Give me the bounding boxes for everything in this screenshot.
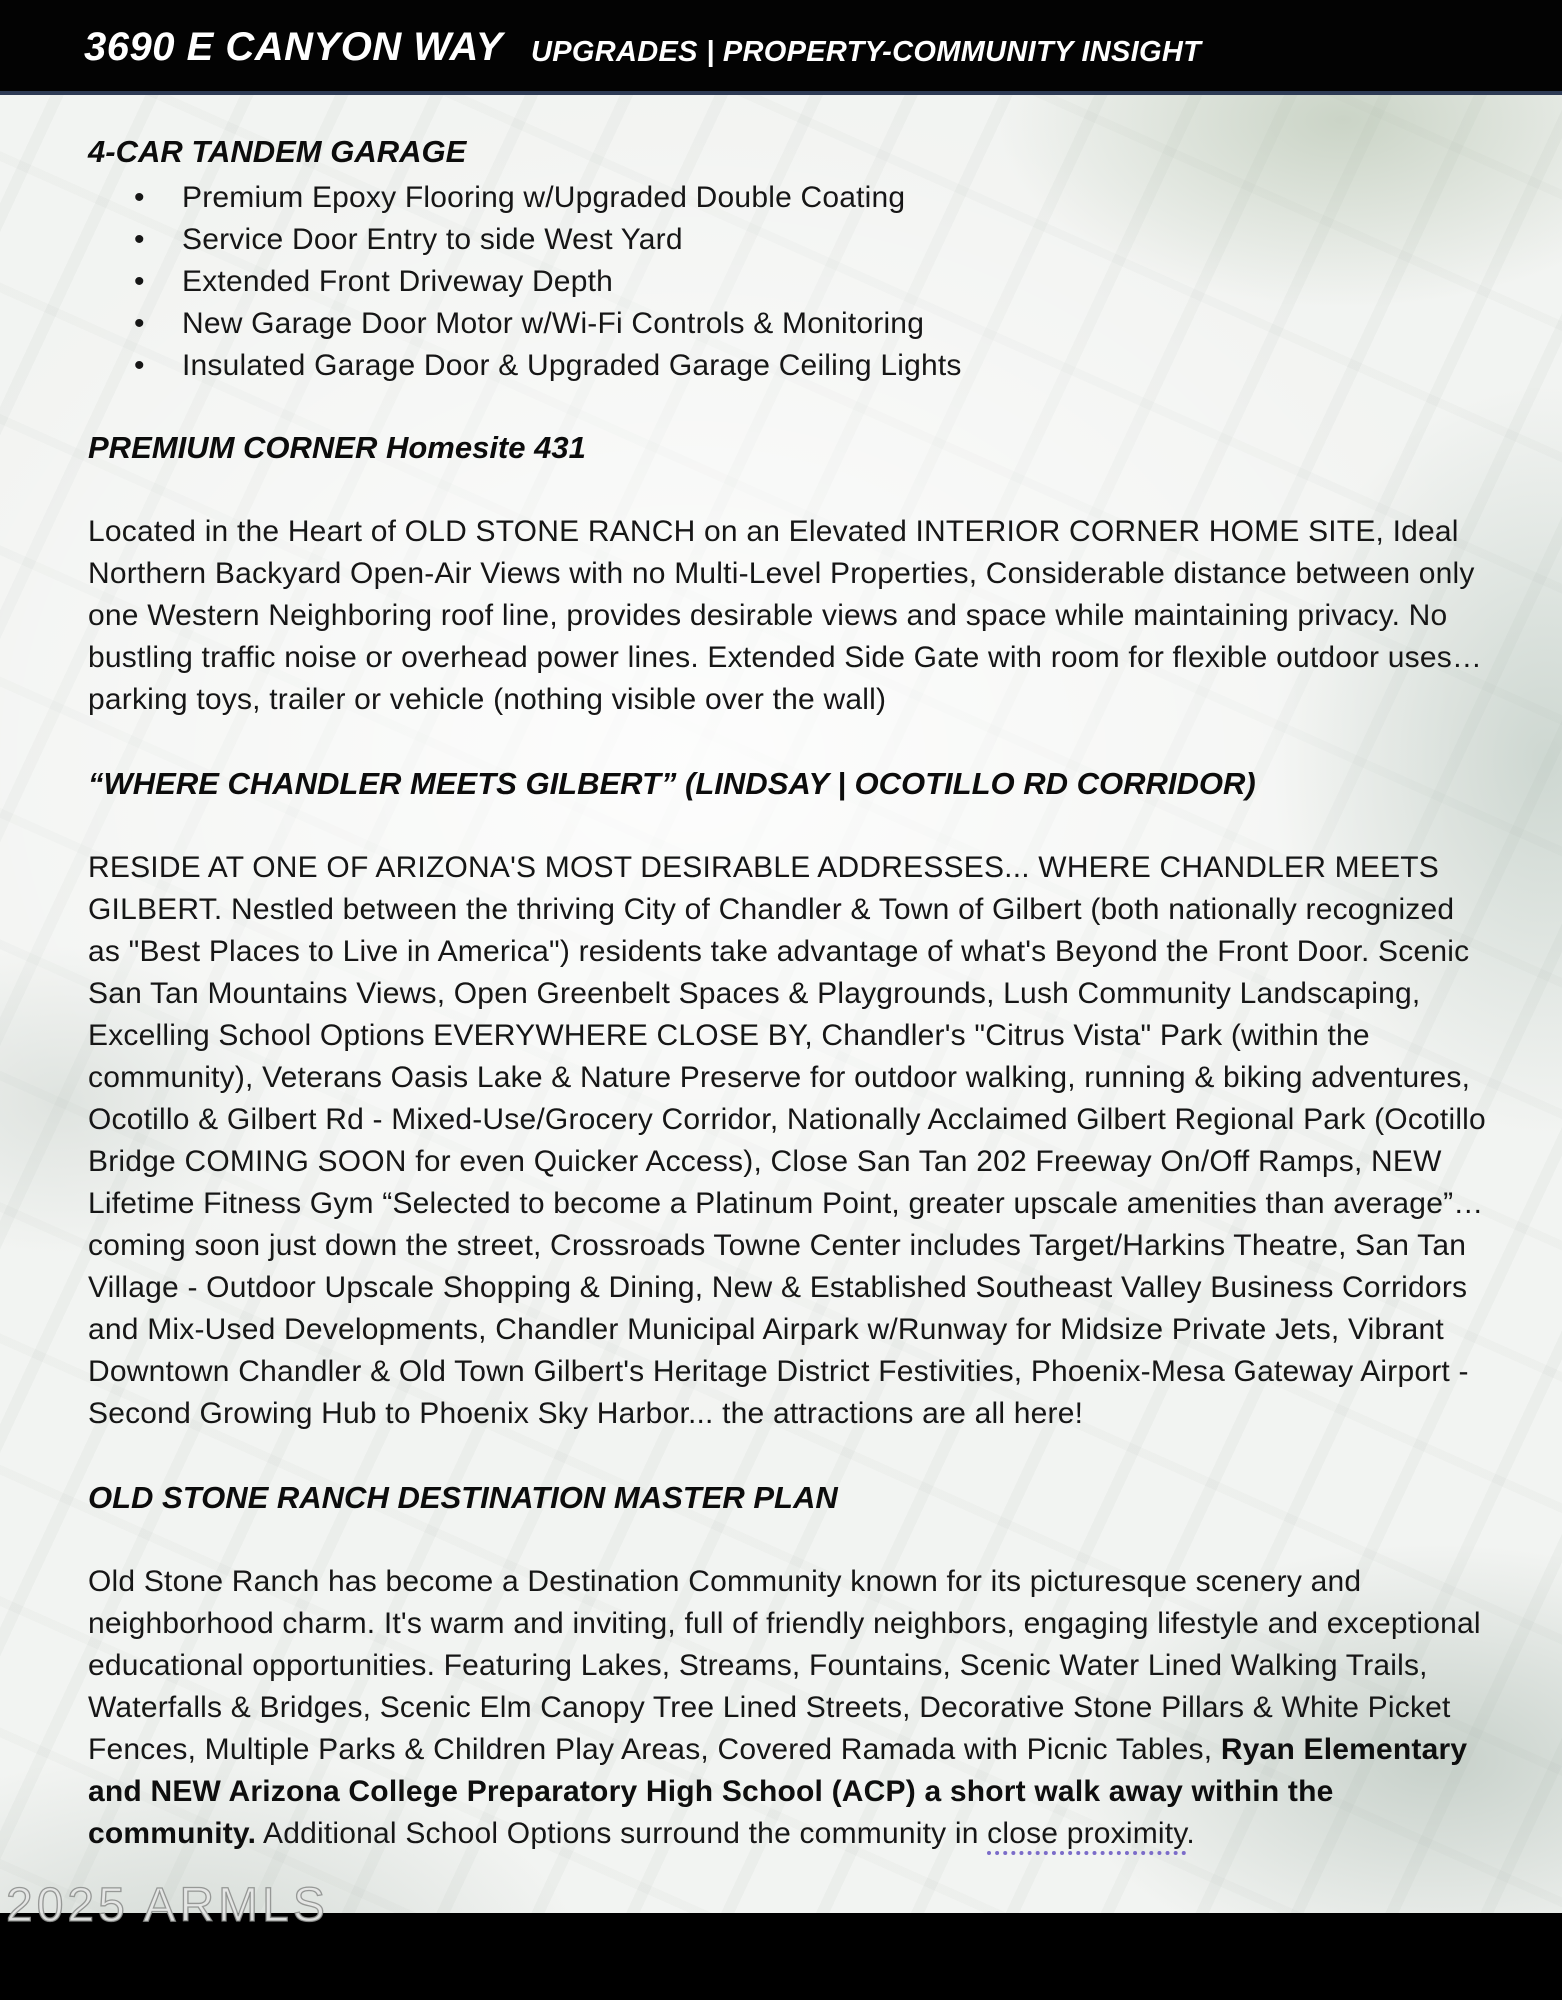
close-proximity-annotated-text: close proximity bbox=[987, 1817, 1186, 1855]
garage-bullet-door-motor: • New Garage Door Motor w/Wi-Fi Controls & Monitoring bbox=[88, 303, 1488, 345]
header-subtitle: UPGRADES | PROPERTY-COMMUNITY INSIGHT bbox=[531, 35, 1202, 68]
garage-bullet-driveway-depth: • Extended Front Driveway Depth bbox=[88, 261, 1488, 303]
additional-schools-text: Additional School Options surround the community in bbox=[256, 1817, 988, 1850]
header-bar bbox=[0, 0, 1562, 95]
garage-bullet-insulated-door: • Insulated Garage Door & Upgraded Garage Ceiling Lights bbox=[88, 345, 1488, 387]
armls-watermark: 2025 ARMLS bbox=[6, 1879, 329, 1932]
flyer-body bbox=[88, 99, 1488, 1855]
property-address: 3690 E CANYON WAY bbox=[84, 25, 503, 69]
sentence-period: . bbox=[1186, 1817, 1195, 1850]
location-section-heading: “WHERE CHANDLER MEETS GILBERT” (LINDSAY | OCOTILLO RD CORRIDOR) bbox=[88, 766, 1256, 801]
master-plan-paragraph bbox=[88, 1561, 1488, 1855]
schools-bold-text: Ryan Elementary and NEW Arizona College Preparatory High School (ACP) a short walk away within the community. bbox=[88, 1733, 1468, 1850]
master-plan-text: Old Stone Ranch has become a Destination Community known for its picturesque scenery and neighborhood charm. It's warm and inviting, full of friendly neighbors, engaging lifestyle and exceptional educational opportunities. Featuring Lakes, Streams, Fountains, Scenic Water Lined Walking Trails, Waterfalls & Bridges, Scenic Elm Canopy Tree Lined Streets, Decorative Stone Pillars & White Picket Fences, Multiple Parks & Children Play Areas, Covered Ramada with Picnic Tables, bbox=[88, 1565, 1481, 1766]
garage-bullet-epoxy-flooring: • Premium Epoxy Flooring w/Upgraded Double Coating bbox=[88, 177, 1488, 219]
location-paragraph: RESIDE AT ONE OF ARIZONA'S MOST DESIRABLE ADDRESSES... WHERE CHANDLER MEETS GILBERT. Nestled between the thriving City of Chandler & Town of Gilbert (both nationally recognized as "Best Places to Live in America") residents take advantage of what's Beyond the Front Door. Scenic San Tan Mountains Views, Open Greenbelt Spaces & Playgrounds, Lush Community Landscaping, Excelling School Options EVERYWHERE CLOSE BY, Chandler's "Citrus Vista" Park (within the community), Veterans Oasis Lake & Nature Preserve for outdoor walking, running & biking adventures, Ocotillo & Gilbert Rd - Mixed-Use/Grocery Corridor, Nationally Acclaimed Gilbert Regional Park (Ocotillo Bridge COMING SOON for even Quicker Access), Close San Tan 202 Freeway On/Off Ramps, NEW Lifetime Fitness Gym “Selected to become a Platinum Point, greater upscale amenities than average”… coming soon just down the street, Crossroads Towne Center includes Target/Harkins Theatre, San Tan Village - Outdoor Upscale Shopping & Dining, New & Established Southeast Valley Business Corridors and Mix-Used Developments, Chandler Municipal Airpark w/Runway for Midsize Private Jets, Vibrant Downtown Chandler & Old Town Gilbert's Heritage District Festivities, Phoenix-Mesa Gateway Airport - Second Growing Hub to Phoenix Sky Harbor... the attractions are all here! bbox=[88, 851, 1486, 1430]
homesite-section-heading: PREMIUM CORNER Homesite 431 bbox=[88, 430, 586, 465]
homesite-paragraph: Located in the Heart of OLD STONE RANCH on an Elevated INTERIOR CORNER HOME SITE, Ideal Northern Backyard Open-Air Views with no Multi-Level Properties, Considerable distance between only one Western Neighboring roof line, provides desirable views and space while maintaining privacy. No bustling traffic noise or overhead power lines. Extended Side Gate with room for flexible outdoor uses… parking toys, trailer or vehicle (nothing visible over the wall) bbox=[88, 515, 1483, 716]
garage-section-heading: 4-CAR TANDEM GARAGE bbox=[88, 134, 467, 169]
garage-bullet-service-door: • Service Door Entry to side West Yard bbox=[88, 219, 1488, 261]
garage-bullet-list bbox=[88, 177, 1488, 387]
master-plan-section-heading: OLD STONE RANCH DESTINATION MASTER PLAN bbox=[88, 1480, 838, 1515]
